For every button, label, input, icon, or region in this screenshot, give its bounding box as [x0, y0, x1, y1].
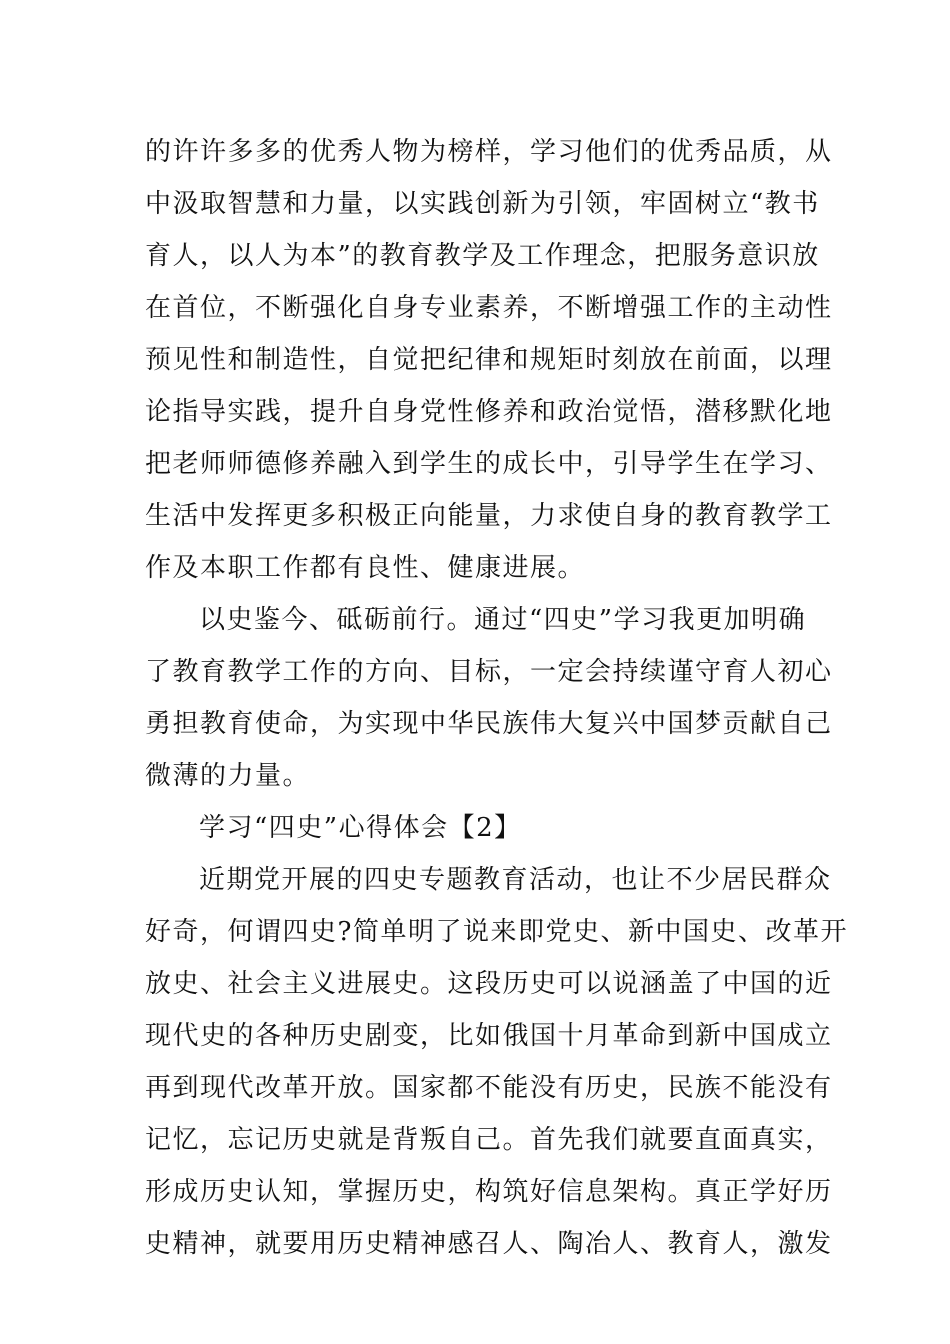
text-line: 现代史的各种历史剧变，比如俄国十月革命到新中国成立 [145, 1021, 833, 1051]
text-line: 形成历史认知，掌握历史，构筑好信息架构。真正学好历 [145, 1177, 833, 1207]
text-line: 生活中发挥更多积极正向能量，力求使自身的教育教学工 [145, 501, 833, 531]
text-line: 论指导实践，提升自身党性修养和政治觉悟，潜移默化地 [145, 397, 833, 427]
text-line: 记忆，忘记历史就是背叛自己。首先我们就要直面真实， [145, 1125, 833, 1155]
text-line: 再到现代改革开放。国家都不能没有历史，民族不能没有 [145, 1073, 833, 1103]
text-line: 史精神，就要用历史精神感召人、陶冶人、教育人，激发 [145, 1229, 833, 1259]
text-line: 勇担教育使命，为实现中华民族伟大复兴中国梦贡献自己 [145, 709, 833, 739]
text-line: 了教育教学工作的方向、目标，一定会持续谨守育人初心 [145, 657, 833, 687]
text-line: 的许许多多的优秀人物为榜样，学习他们的优秀品质，从 [145, 137, 833, 167]
section-heading: 学习“四史”心得体会【2】 [199, 813, 522, 843]
text-line: 放史、社会主义进展史。这段历史可以说涵盖了中国的近 [145, 969, 833, 999]
text-line: 预见性和制造性，自觉把纪律和规矩时刻放在前面，以理 [145, 345, 833, 375]
document-body [145, 126, 848, 1270]
paragraph-start-line: 近期党开展的四史专题教育活动，也让不少居民群众 [199, 865, 832, 895]
text-line: 把老师师德修养融入到学生的成长中，引导学生在学习、 [145, 449, 833, 479]
paragraph-start-line: 以史鉴今、砥砺前行。通过“四史”学习我更加明确 [199, 605, 807, 635]
text-line: 中汲取智慧和力量，以实践创新为引领，牢固树立“教书 [145, 189, 820, 219]
text-line: 作及本职工作都有良性、健康进展。 [145, 553, 586, 583]
text-line: 好奇，何谓四史?简单明了说来即党史、新中国史、改革开 [145, 917, 848, 947]
text-line: 微薄的力量。 [145, 761, 311, 791]
text-line: 育人，以人为本”的教育教学及工作理念，把服务意识放 [145, 241, 820, 271]
text-line: 在首位，不断强化自身专业素养，不断增强工作的主动性 [145, 293, 833, 323]
